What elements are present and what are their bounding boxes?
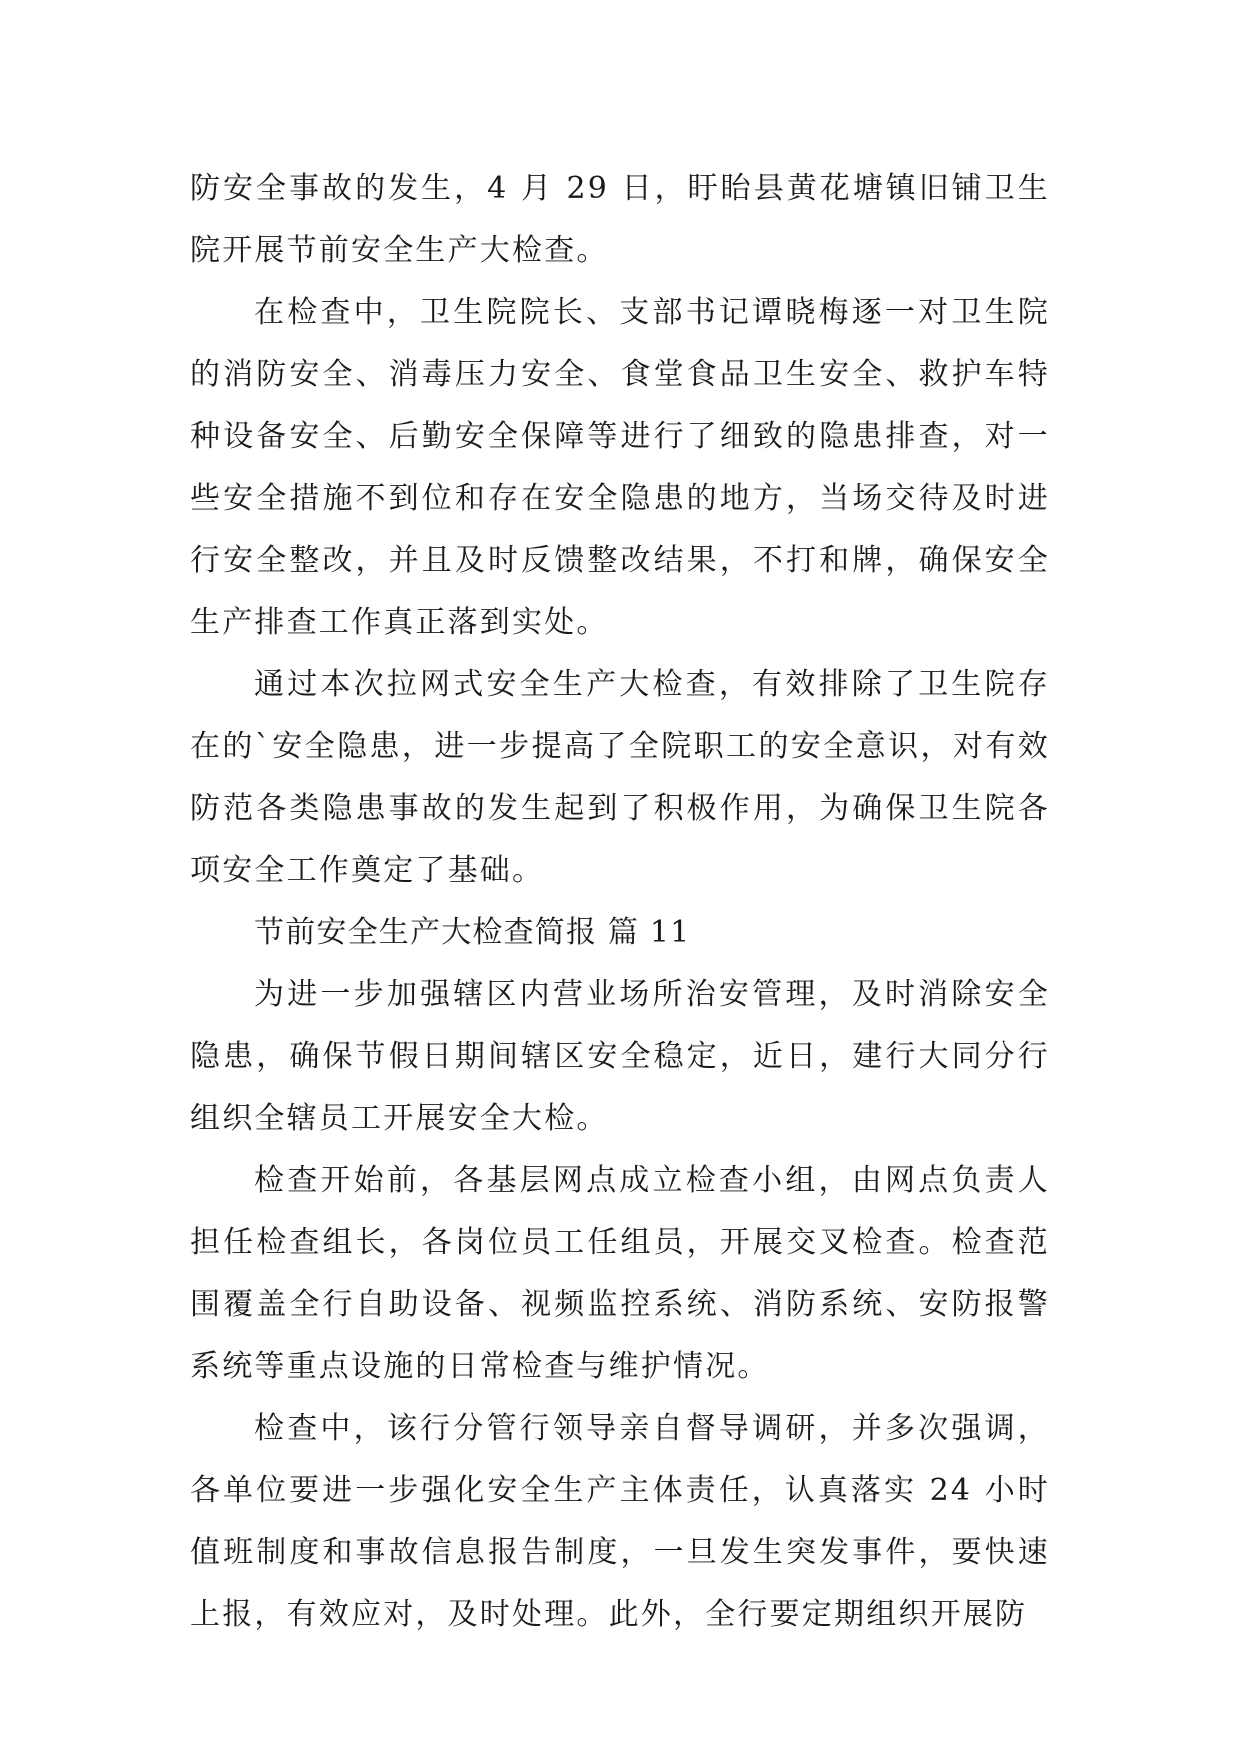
section-heading: 节前安全生产大检查简报 篇 11 <box>254 915 691 950</box>
paragraph-5: 检查开始前，各基层网点成立检查小组，由网点负责人担任检查组长，各岗位员工任组员，开展交叉检查。检查范围覆盖全行自助设备、视频监控系统、消防系统、安防报警系统等重点设施的日常检查与维护情况。 <box>190 1163 1050 1384</box>
paragraph-3: 通过本次拉网式安全生产大检查，有效排除了卫生院存在的`安全隐患，进一步提高了全院职工的安全意识，对有效防范各类隐患事故的发生起到了积极作用，为确保卫生院各项安全工作奠定了基础。 <box>190 667 1050 888</box>
paragraph-6: 检查中，该行分管行领导亲自督导调研，并多次强调，各单位要进一步强化安全生产主体责任，认真落实 24 小时值班制度和事故信息报告制度，一旦发生突发事件，要快速上报，有效应对，及时处理。此外，全行要定期组织开展防 <box>190 1411 1050 1632</box>
document-body <box>190 158 1050 1646</box>
paragraph-2: 在检查中，卫生院院长、支部书记谭晓梅逐一对卫生院的消防安全、消毒压力安全、食堂食品卫生安全、救护车特种设备安全、后勤安全保障等进行了细致的隐患排查，对一些安全措施不到位和存在安全隐患的地方，当场交待及时进行安全整改，并且及时反馈整改结果，不打和牌，确保安全生产排查工作真正落到实处。 <box>190 295 1050 640</box>
paragraph-4: 为进一步加强辖区内营业场所治安管理，及时消除安全隐患，确保节假日期间辖区安全稳定，近日，建行大同分行组织全辖员工开展安全大检。 <box>190 977 1050 1136</box>
paragraph-1: 防安全事故的发生，4 月 29 日，盱眙县黄花塘镇旧铺卫生院开展节前安全生产大检查。 <box>190 171 1050 268</box>
